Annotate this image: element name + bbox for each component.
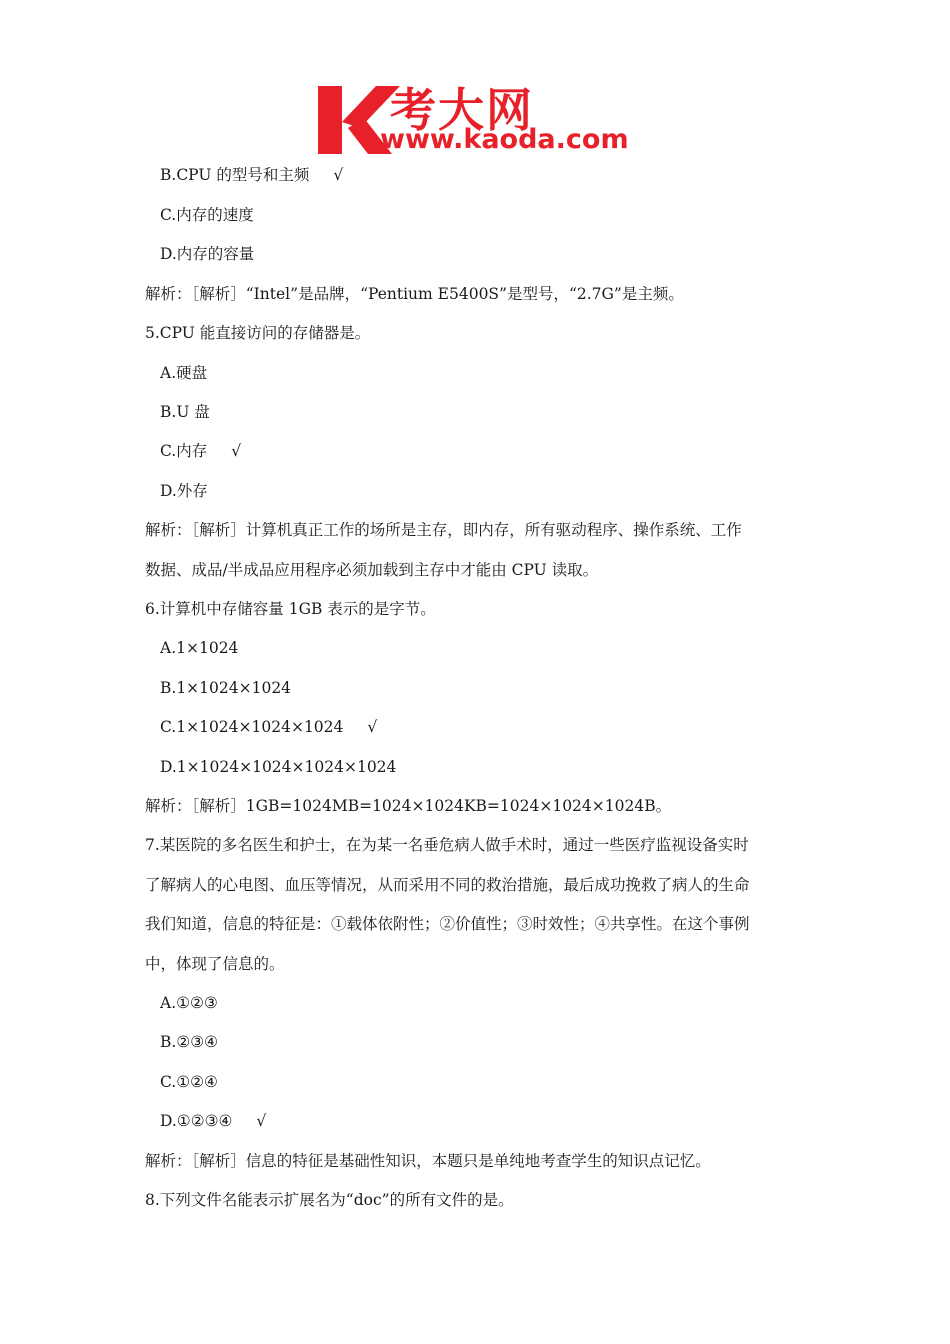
answer-option (160, 1072, 218, 1092)
text-line (145, 796, 671, 816)
answer-option (160, 165, 343, 185)
answer-option (160, 402, 210, 422)
option-text: C.内存 (160, 442, 208, 460)
line-text: 8.下列文件名能表示扩展名为“doc”的所有文件的是。 (145, 1191, 514, 1209)
answer-option (160, 244, 254, 264)
option-text: C.内存的速度 (160, 206, 254, 224)
option-text: B.U 盘 (160, 403, 210, 421)
option-text: C.①②④ (160, 1073, 218, 1091)
option-text: D.1×1024×1024×1024×1024 (160, 758, 397, 776)
check-mark-icon: √ (367, 718, 378, 736)
option-text: D.外存 (160, 482, 208, 500)
check-mark-icon: √ (231, 442, 242, 460)
answer-option (160, 993, 218, 1013)
answer-option (160, 717, 377, 737)
answer-option (160, 481, 208, 501)
option-text: B.②③④ (160, 1033, 219, 1051)
option-text: B.1×1024×1024 (160, 679, 292, 697)
logo-url-text: www.kaoda.com (380, 124, 629, 155)
option-text: A.硬盘 (160, 364, 208, 382)
option-text: D.内存的容量 (160, 245, 255, 263)
answer-option (160, 678, 291, 698)
text-line (145, 599, 436, 619)
answer-option (160, 1111, 266, 1131)
line-text: 6.计算机中存储容量 1GB 表示的是字节。 (145, 600, 436, 618)
line-text: 解析：［解析］“Intel”是品牌，“Pentium E5400S”是型号，“2.7G”是主频。 (145, 285, 684, 303)
logo-brand-text: 考大网 (390, 83, 534, 137)
answer-option (160, 1032, 218, 1052)
text-line (145, 520, 742, 540)
option-text: B.CPU 的型号和主频 (160, 166, 310, 184)
text-line (145, 1151, 711, 1171)
option-text: A.1×1024 (160, 639, 239, 657)
text-line (145, 284, 684, 304)
line-text: 我们知道，信息的特征是：①载体依附性；②价值性；③时效性；④共享性。在这个事例 (145, 915, 750, 933)
check-mark-icon: √ (256, 1112, 267, 1130)
answer-option (160, 757, 396, 777)
option-text: A.①②③ (160, 994, 218, 1012)
line-text: 7.某医院的多名医生和护士，在为某一名垂危病人做手术时，通过一些医疗监视设备实时 (145, 836, 749, 854)
text-line (145, 323, 370, 343)
line-text: 5.CPU 能直接访问的存储器是。 (145, 324, 371, 342)
option-text: D.①②③④ (160, 1112, 233, 1130)
check-mark-icon: √ (333, 166, 344, 184)
answer-option (160, 638, 238, 658)
line-text: 中，体现了信息的。 (145, 955, 285, 973)
answer-option (160, 363, 207, 383)
answer-option (160, 205, 254, 225)
text-line (145, 1190, 514, 1210)
answer-option (160, 441, 241, 461)
line-text: 解析：［解析］1GB=1024MB=1024×1024KB=1024×1024×1024B。 (145, 797, 672, 815)
text-line (145, 835, 749, 855)
line-text: 数据、成品/半成品应用程序必须加载到主存中才能由 CPU 读取。 (145, 561, 599, 579)
kaoda-logo (316, 78, 646, 160)
text-line (145, 875, 750, 895)
line-text: 解析：［解析］计算机真正工作的场所是主存，即内存，所有驱动程序、操作系统、工作 (145, 521, 742, 539)
line-text: 了解病人的心电图、血压等情况，从而采用不同的救治措施，最后成功挽救了病人的生命 (145, 876, 750, 894)
line-text: 解析：［解析］信息的特征是基础性知识，本题只是单纯地考查学生的知识点记忆。 (145, 1152, 711, 1170)
text-line (145, 914, 750, 934)
option-text: C.1×1024×1024×1024 (160, 718, 344, 736)
text-line (145, 954, 285, 974)
text-line (145, 560, 598, 580)
